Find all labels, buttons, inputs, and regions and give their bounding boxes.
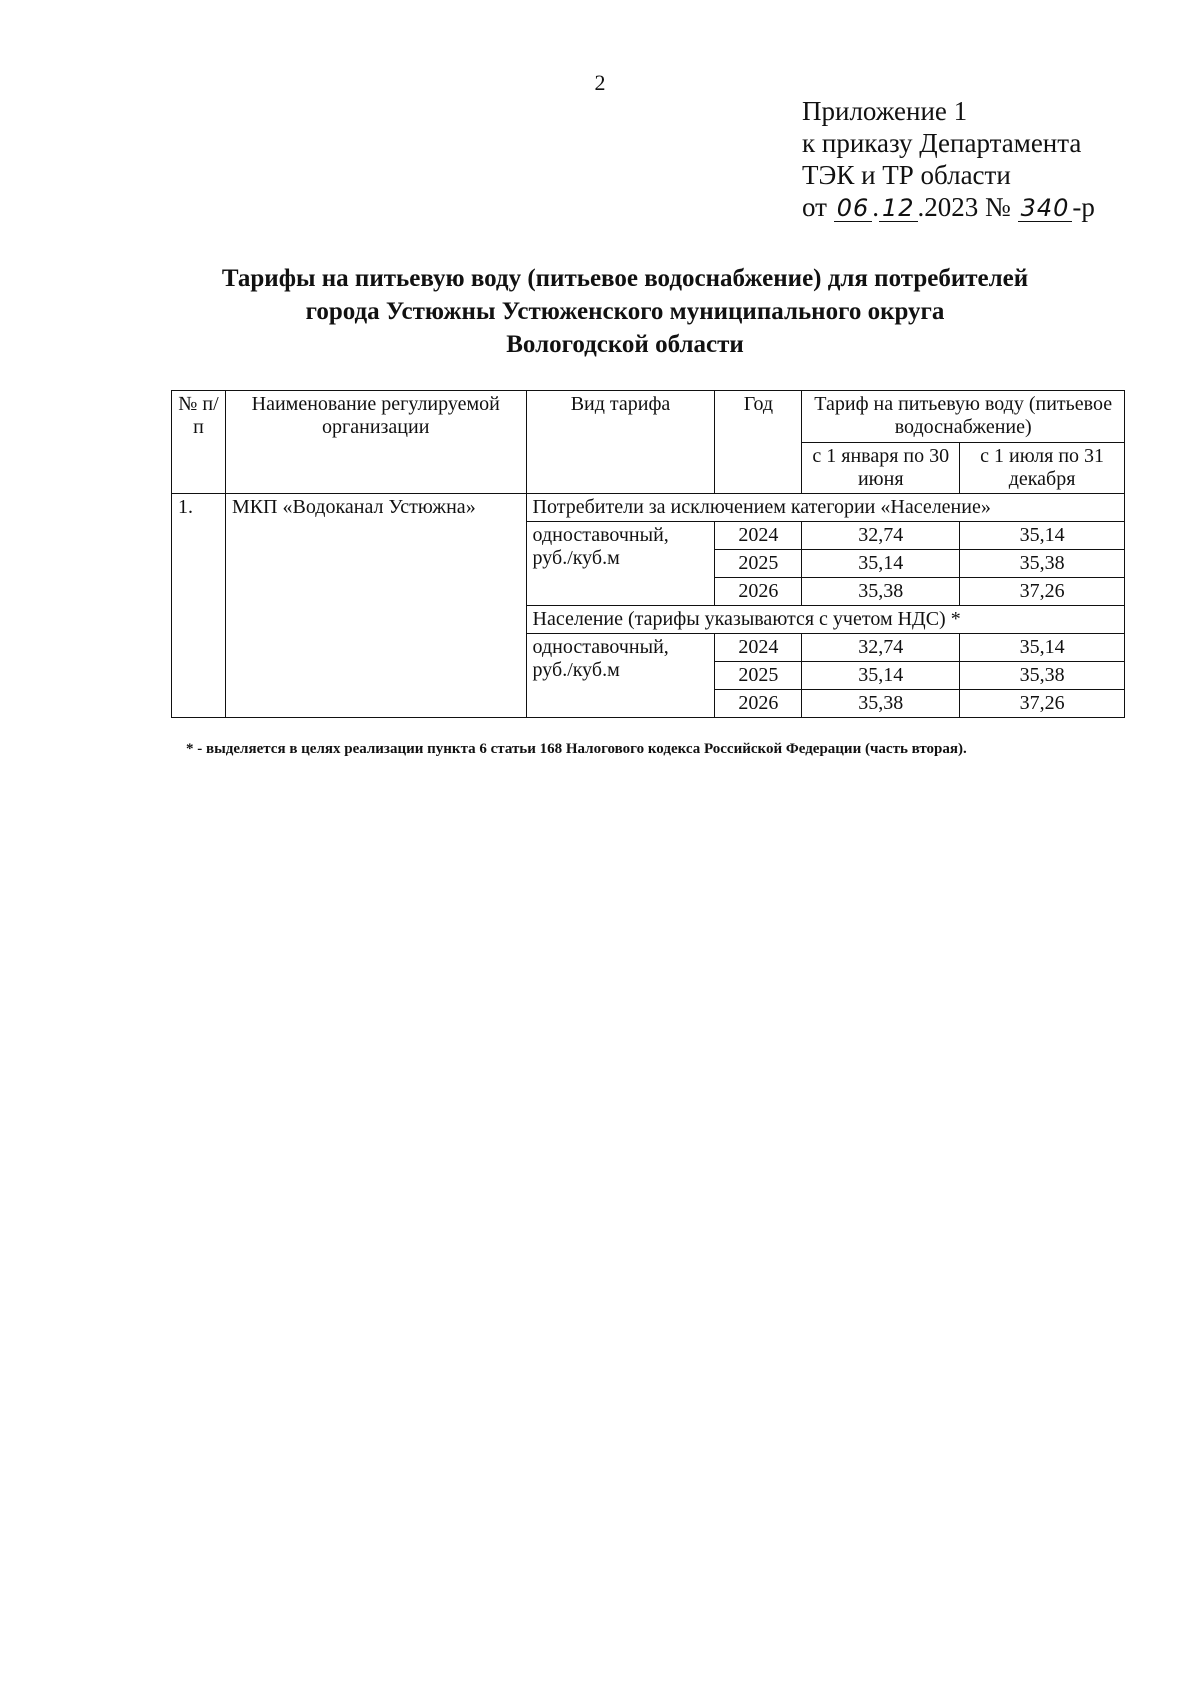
header-type: Вид тарифа	[526, 391, 715, 494]
appendix-block	[802, 95, 1095, 223]
tariff-h2-cell: 37,26	[960, 578, 1125, 606]
category-row: Население (тарифы указываются с учетом НДС) *	[526, 606, 1124, 634]
date-prefix: от	[802, 192, 827, 222]
title-line-1: Тарифы на питьевую воду (питьевое водоснабжение) для потребителей	[221, 265, 1029, 292]
tariff-table	[171, 390, 1125, 718]
category-row: Потребители за исключением категории «Население»	[526, 494, 1124, 522]
tariff-h2-cell: 37,26	[960, 690, 1125, 718]
year-cell: 2025	[715, 550, 802, 578]
title-line-2: города Устюжны Устюженского муниципального округа	[305, 298, 945, 325]
tariff-type: одноставочный, руб./куб.м	[526, 522, 715, 606]
year-cell: 2026	[715, 578, 802, 606]
header-org: Наименование регулируемой организации	[225, 391, 526, 494]
title-line-3: Вологодской области	[506, 331, 744, 358]
tariff-h1-cell: 35,38	[802, 690, 960, 718]
year-cell: 2024	[715, 634, 802, 662]
date-month-handwritten: 12	[879, 195, 918, 222]
tariff-h1-cell: 35,38	[802, 578, 960, 606]
document-title	[150, 262, 1100, 361]
date-day-handwritten: 06	[834, 195, 873, 222]
header-num: № п/п	[172, 391, 226, 494]
tariff-h2-cell: 35,14	[960, 634, 1125, 662]
date-year: .2023 №	[917, 192, 1011, 222]
page-number: 2	[594, 70, 606, 95]
header-tariff: Тариф на питьевую воду (питьевое водоснабжение)	[802, 391, 1125, 443]
year-cell: 2026	[715, 690, 802, 718]
order-number-handwritten: 340	[1018, 195, 1073, 222]
tariff-h1-cell: 32,74	[802, 522, 960, 550]
appendix-date-line: от 06 . 12 .2023 № 340 -р	[802, 192, 1095, 222]
row-number: 1.	[172, 494, 226, 718]
appendix-line-1: Приложение 1	[802, 96, 968, 126]
tariff-h2-cell: 35,38	[960, 550, 1125, 578]
table-row	[172, 494, 1125, 522]
organization-name: МКП «Водоканал Устюжна»	[225, 494, 526, 718]
header-period-1: с 1 января по 30 июня	[802, 442, 960, 494]
table-header-row	[172, 391, 1125, 443]
tariff-type: одноставочный, руб./куб.м	[526, 634, 715, 718]
footnote: * - выделяется в целях реализации пункта 6 статьи 168 Налогового кодекса Российской Федерации (часть вторая).	[186, 741, 967, 757]
year-cell: 2024	[715, 522, 802, 550]
header-period-2: с 1 июля по 31 декабря	[960, 442, 1125, 494]
order-suffix: -р	[1072, 192, 1095, 222]
tariff-h1-cell: 35,14	[802, 662, 960, 690]
tariff-h2-cell: 35,38	[960, 662, 1125, 690]
tariff-h2-cell: 35,14	[960, 522, 1125, 550]
year-cell: 2025	[715, 662, 802, 690]
header-year: Год	[715, 391, 802, 494]
tariff-h1-cell: 32,74	[802, 634, 960, 662]
appendix-line-3: ТЭК и ТР области	[802, 160, 1011, 190]
appendix-line-2: к приказу Департамента	[802, 128, 1082, 158]
tariff-h1-cell: 35,14	[802, 550, 960, 578]
